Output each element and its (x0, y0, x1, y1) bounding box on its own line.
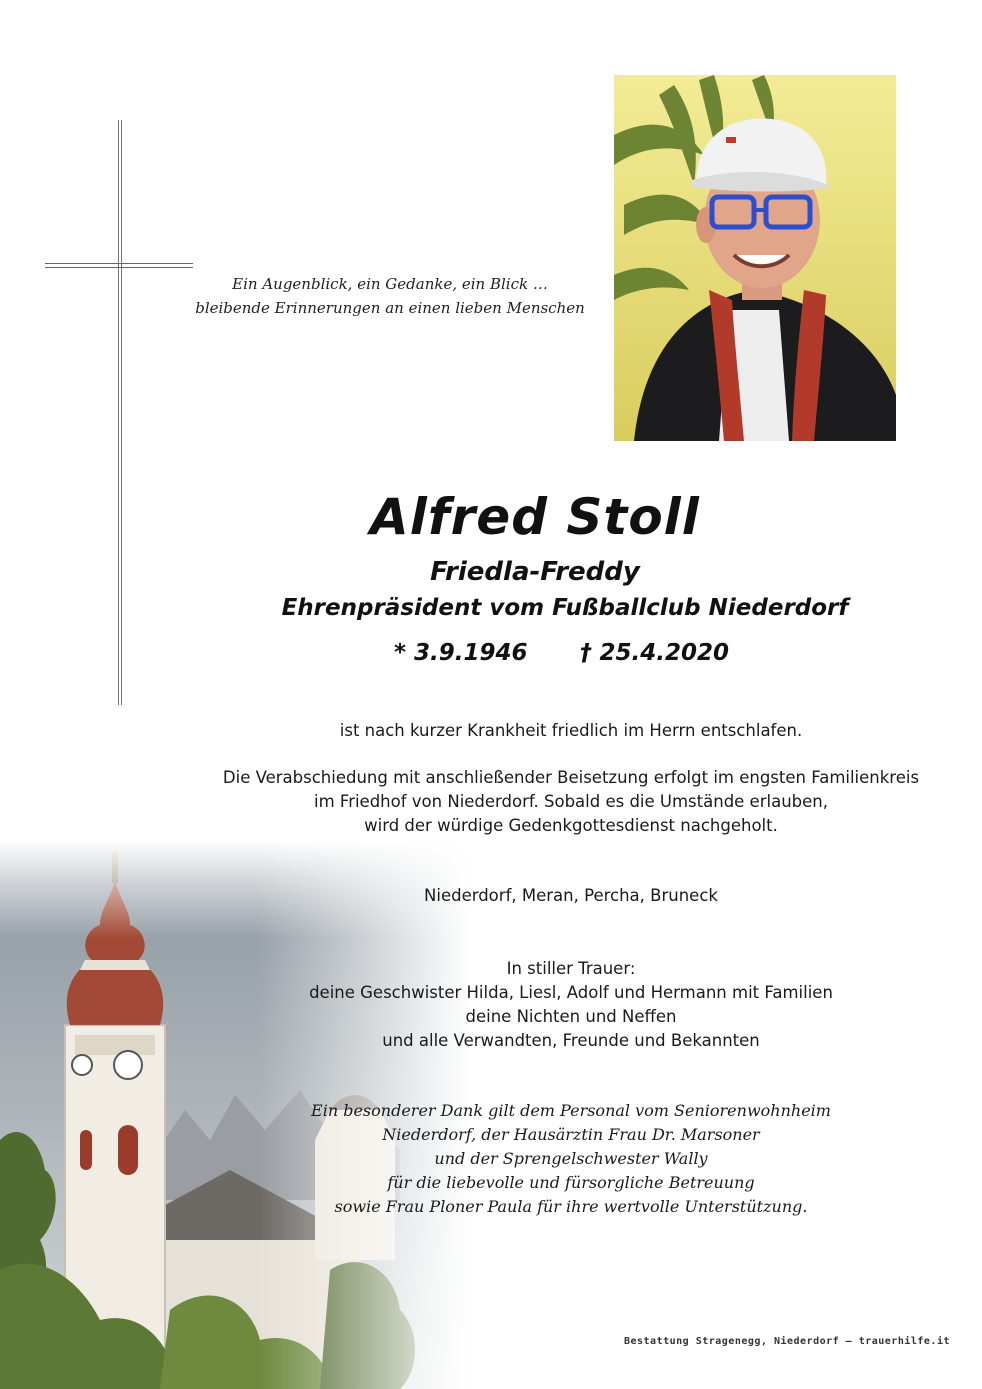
thanks-line: für die liebevolle und fürsorgliche Betreuung (387, 1173, 755, 1192)
mourners-line: In stiller Trauer: (506, 959, 636, 978)
portrait-photo (614, 75, 896, 441)
thanks-line: Niederdorf, der Hausärztin Frau Dr. Marsoner (382, 1125, 760, 1144)
places-text: Niederdorf, Meran, Percha, Bruneck (424, 886, 718, 905)
quote-line-2: bleibende Erinnerungen an einen lieben Menschen (195, 299, 585, 317)
memorial-quote (190, 272, 590, 320)
mourners-line: und alle Verwandten, Freunde und Bekannten (382, 1031, 760, 1050)
deceased-nickname: Friedla-Freddy (430, 557, 640, 587)
passing-line: ist nach kurzer Krankheit friedlich im Herrn entschlafen. (339, 721, 803, 740)
places-line (200, 884, 942, 908)
thanks-line: und der Sprengelschwester Wally (434, 1149, 708, 1168)
thanks-block (200, 1099, 942, 1219)
thanks-line: Ein besonderer Dank gilt dem Personal vom Seniorenwohnheim (311, 1101, 831, 1120)
funeral-line: Die Verabschiedung mit anschließender Beisetzung erfolgt im engsten Familienkreis (222, 768, 920, 787)
funeral-line: im Friedhof von Niederdorf. Sobald es die Umstände erlauben, (314, 792, 828, 811)
mourners-line: deine Nichten und Neffen (465, 1007, 677, 1026)
mourners-block (200, 957, 942, 1053)
birth-date: * 3.9.1946 (394, 640, 528, 666)
quote-line-1: Ein Augenblick, ein Gedanke, ein Blick … (232, 275, 548, 293)
portrait-illustration (614, 75, 896, 441)
funeral-info (200, 766, 942, 838)
passing-statement (200, 719, 942, 743)
mourners-line: deine Geschwister Hilda, Liesl, Adolf und Hermann mit Familien (309, 983, 833, 1002)
cross-vertical-bar (118, 120, 122, 705)
thanks-line: sowie Frau Ploner Paula für ihre wertvolle Unterstützung. (334, 1197, 808, 1216)
deceased-title: Ehrenpräsident vom Fußballclub Niederdorf (281, 595, 849, 621)
deceased-name: Alfred Stoll (370, 488, 700, 546)
funeral-home-credit: Bestattung Stragenegg, Niederdorf – trauerhilfe.it (623, 1336, 950, 1347)
cross-horizontal-bar (45, 263, 193, 268)
life-dates (380, 640, 780, 674)
death-date: † 25.4.2020 (580, 640, 730, 666)
funeral-line: wird der würdige Gedenkgottesdienst nachgeholt. (364, 816, 778, 835)
